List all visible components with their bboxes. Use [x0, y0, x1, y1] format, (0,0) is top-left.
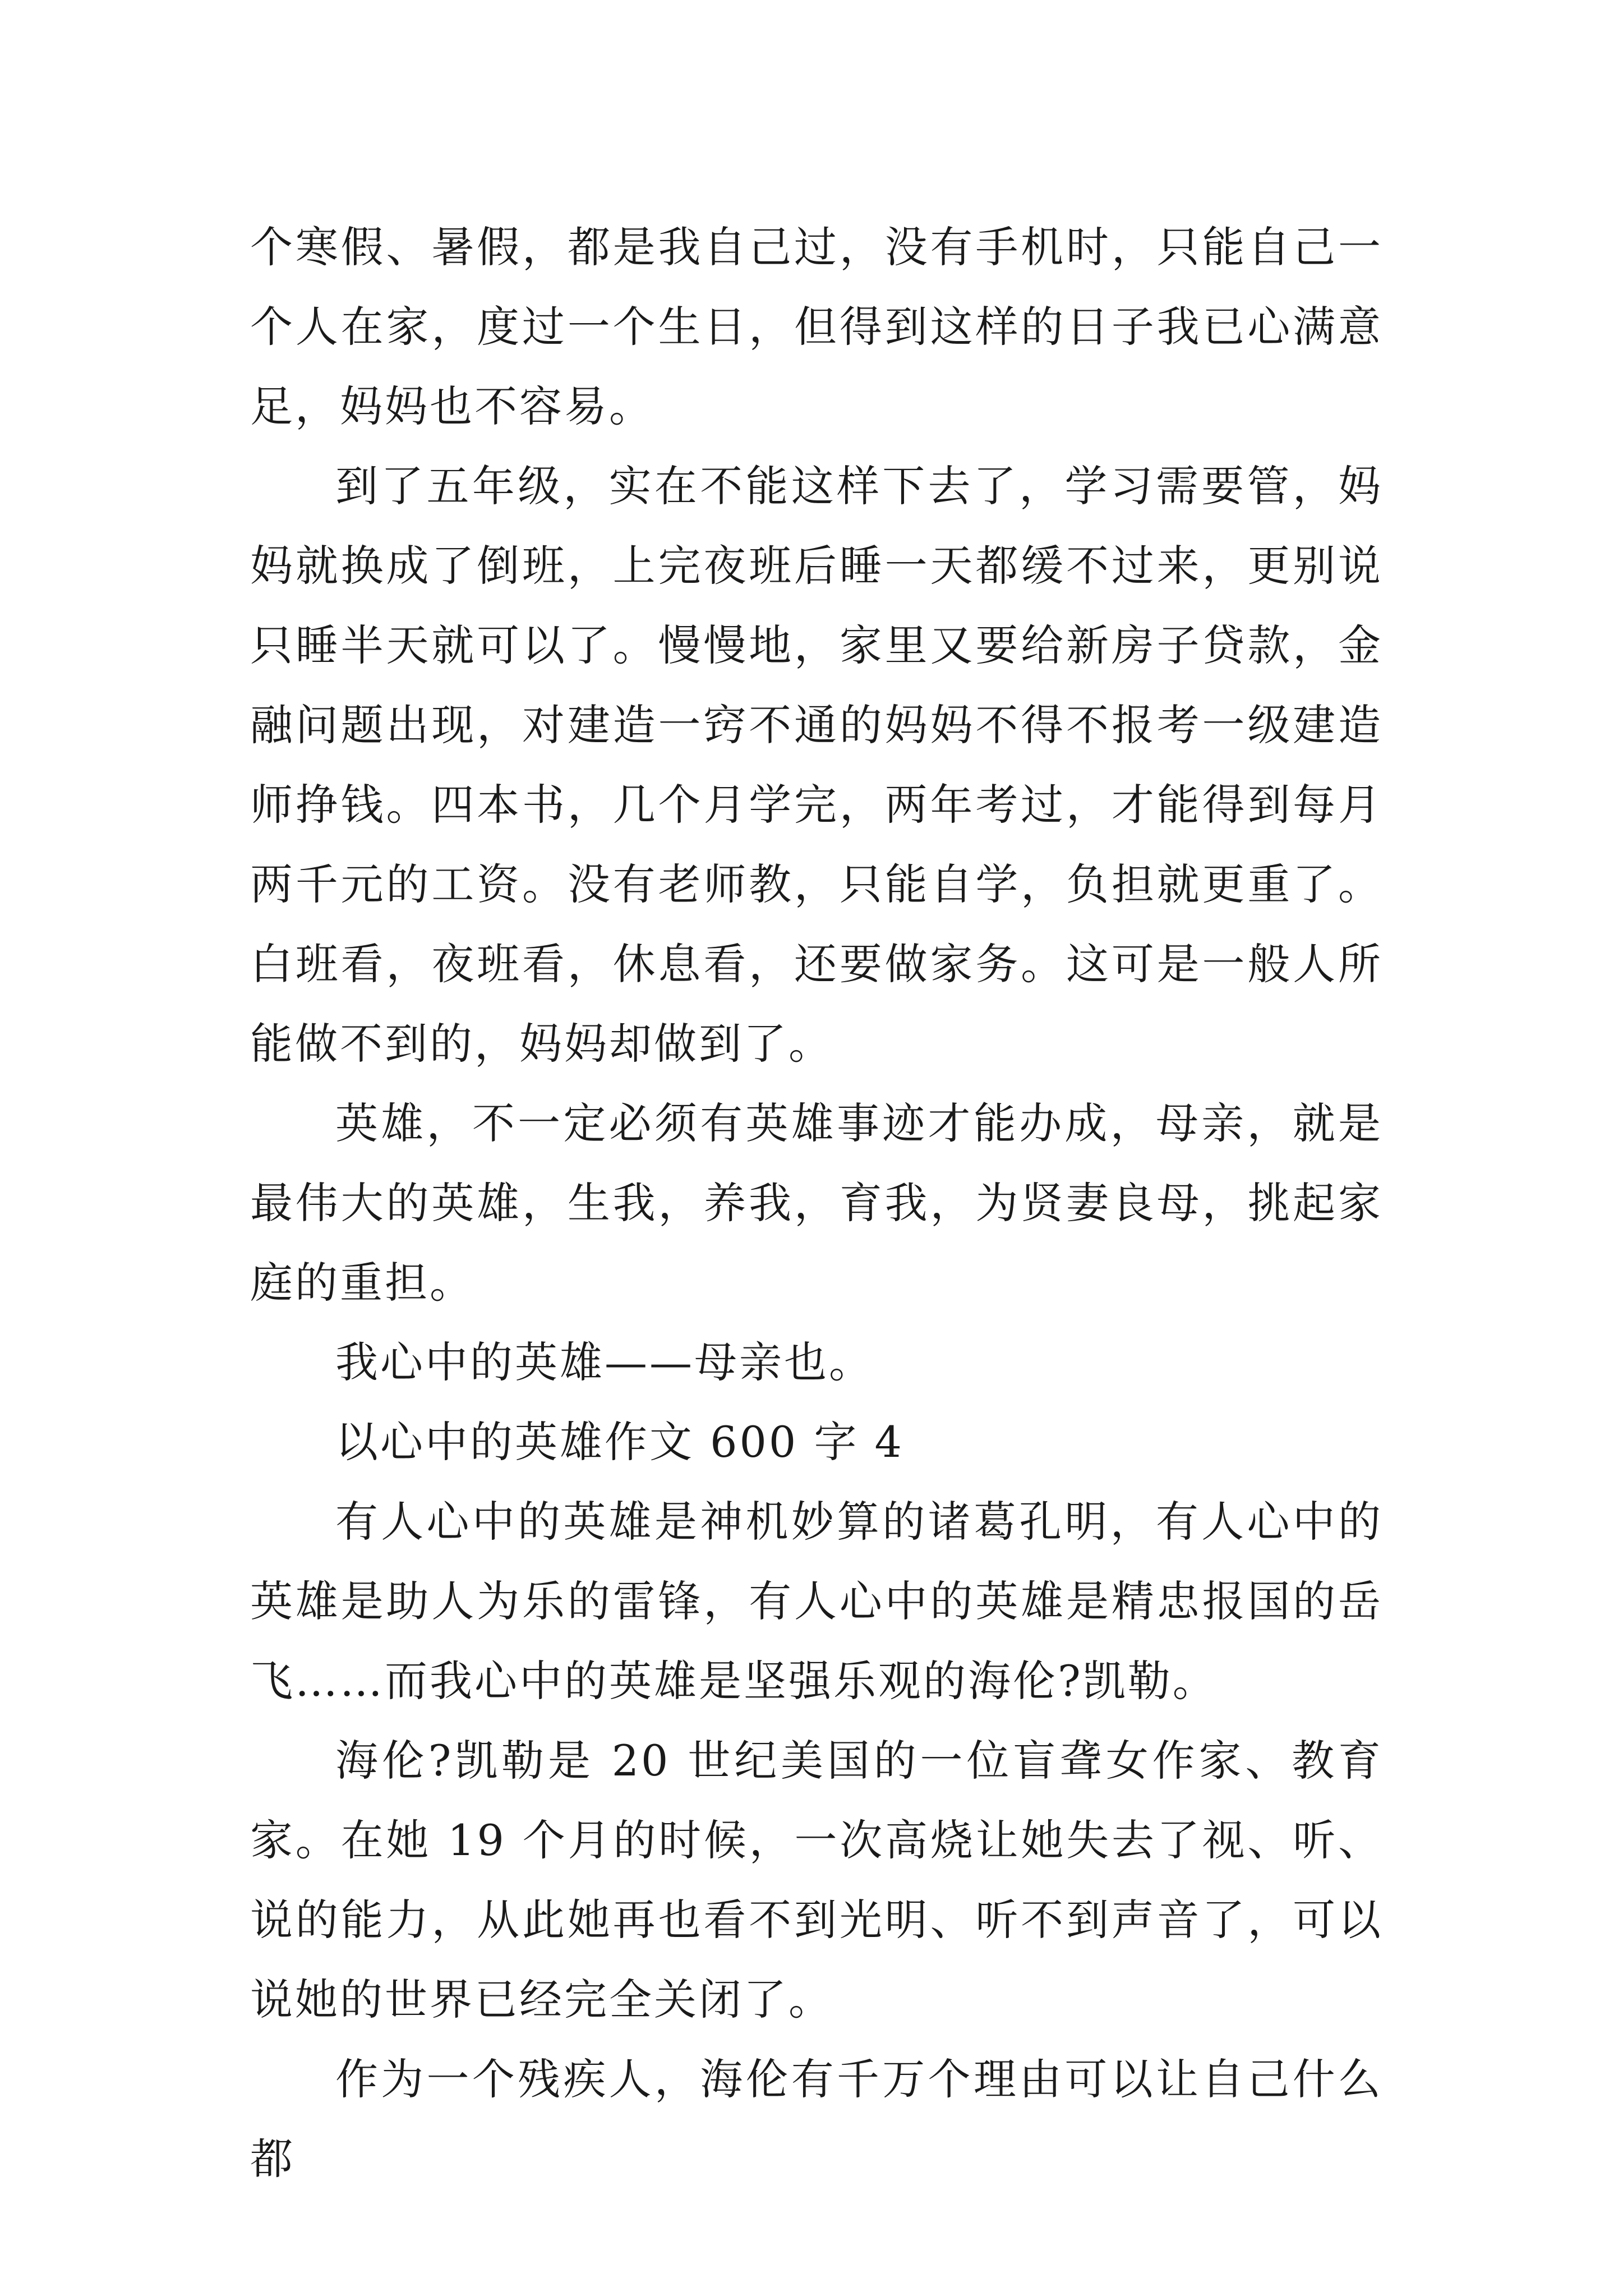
- paragraph-fifth-grade: 到了五年级，实在不能这样下去了，学习需要管，妈妈就换成了倒班，上完夜班后睡一天都缓不过来，更别说只睡半天就可以了。慢慢地，家里又要给新房子贷款，金融问题出现，对建造一窍不通的妈妈不得不报考一级建造师挣钱。四本书，几个月学完，两年考过，才能得到每月两千元的工资。没有老师教，只能自学，负担就更重了。白班看，夜班看，休息看，还要做家务。这可是一般人所能做不到的，妈妈却做到了。: [250, 461, 1383, 1069]
- paragraph-helen-keller: 海伦?凯勒是 20 世纪美国的一位盲聋女作家、教育家。在她 19 个月的时候，一次高烧让她失去了视、听、说的能力，从此她再也看不到光明、听不到声音了，可以说她的世界已经完全关闭了。: [250, 1736, 1383, 2024]
- body-text: [250, 208, 1383, 2199]
- essay-title: 以心中的英雄作文 600 字 4: [335, 1417, 904, 1467]
- paragraph-disabled: 作为一个残疾人，海伦有千万个理由可以让自己什么都: [250, 2054, 1383, 2184]
- paragraph-heroes-intro: 有人心中的英雄是神机妙算的诸葛孔明，有人心中的英雄是助人为乐的雷锋，有人心中的英雄是精忠报国的岳飞……而我心中的英雄是坚强乐观的海伦?凯勒。: [250, 1497, 1383, 1706]
- paragraph-continuation: 个寒假、暑假，都是我自己过，没有手机时，只能自己一个人在家，度过一个生日，但得到这样的日子我已心满意足，妈妈也不容易。: [250, 222, 1383, 431]
- paragraph-hero-mother: 英雄，不一定必须有英雄事迹才能办成，母亲，就是最伟大的英雄，生我，养我，育我，为贤妻良母，挑起家庭的重担。: [250, 1098, 1383, 1308]
- paragraph-conclusion: 我心中的英雄——母亲也。: [335, 1337, 874, 1387]
